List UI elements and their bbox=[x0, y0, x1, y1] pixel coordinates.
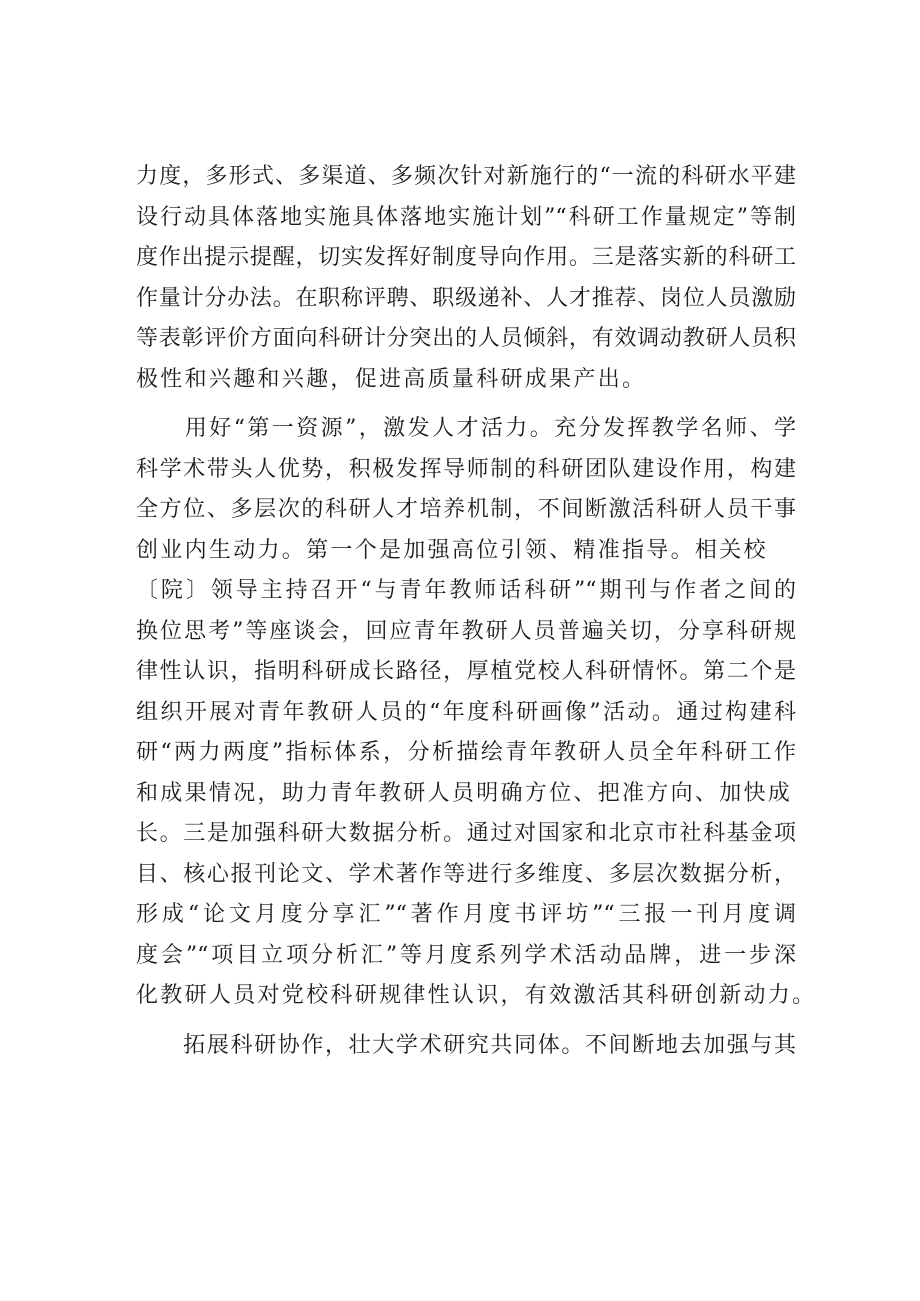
text-line: 科学术带头人优势，积极发挥导师制的科研团队建设作用，构建 bbox=[136, 456, 796, 482]
text-line: 换位思考”等座谈会，回应青年教研人员普遍关切，分享科研规 bbox=[136, 618, 796, 644]
text-line: 长。三是加强科研大数据分析。通过对国家和北京市社科基金项 bbox=[136, 821, 796, 846]
text-line: 力度，多形式、多渠道、多频次针对新施行的“一流的科研水平建 bbox=[136, 164, 796, 189]
paragraph-spacer bbox=[136, 400, 796, 409]
paragraph-spacer bbox=[136, 1017, 796, 1026]
text-line: 形成“论文月度分享汇”“著作月度书评坊”“三报一刊月度调 bbox=[136, 902, 796, 927]
text-line: 和成果情况，助力青年教研人员明确方位、把准方向、加快成 bbox=[136, 780, 793, 806]
text-line: 组织开展对青年教研人员的“年度科研画像”活动。通过构建科 bbox=[136, 699, 796, 725]
text-line: 目、核心报刊论文、学术著作等进行多维度、多层次数据分析， bbox=[136, 861, 796, 887]
text-line: 〔院〕领导主持召开“与青年教师话科研”“期刊与作者之间的 bbox=[136, 578, 796, 603]
document-body bbox=[136, 157, 817, 1066]
text-line: 用好“第一资源”，激发人才活力。充分发挥教学名师、学 bbox=[136, 416, 796, 441]
text-line: 全方位、多层次的科研人才培养机制，不间断激活科研人员干事 bbox=[136, 497, 796, 522]
paragraph-1 bbox=[136, 157, 796, 400]
text-line: 律性认识，指明科研成长路径，厚植党校人科研情怀。第二个是 bbox=[136, 659, 796, 684]
text-line: 极性和兴趣和兴趣，促进高质量科研成果产出。 bbox=[136, 366, 647, 392]
text-line: 等表彰评价方面向科研计分突出的人员倾斜，有效调动教研人员积 bbox=[136, 326, 796, 351]
text-line: 研“两力两度”指标体系，分析描绘青年教研人员全年科研工作 bbox=[136, 740, 796, 765]
text-line: 设行动具体落地实施具体落地实施计划”“科研工作量规定”等制 bbox=[136, 204, 796, 230]
text-line: 化教研人员对党校科研规律性认识，有效激活其科研创新动力。 bbox=[136, 983, 817, 1008]
text-line: 作量计分办法。在职称评聘、职级递补、人才推荐、岗位人员激励 bbox=[136, 285, 796, 311]
text-line: 创业内生动力。第一个是加强高位引领、精准指导。相关校 bbox=[136, 537, 768, 563]
paragraph-2 bbox=[136, 409, 817, 1017]
paragraph-3 bbox=[136, 1026, 796, 1067]
text-line: 拓展科研协作，壮大学术研究共同体。不间断地去加强与其 bbox=[136, 1032, 796, 1058]
text-line: 度作出提示提醒，切实发挥好制度导向作用。三是落实新的科研工 bbox=[136, 245, 796, 270]
text-line: 度会”“项目立项分析汇”等月度系列学术活动品牌，进一步深 bbox=[136, 942, 796, 968]
